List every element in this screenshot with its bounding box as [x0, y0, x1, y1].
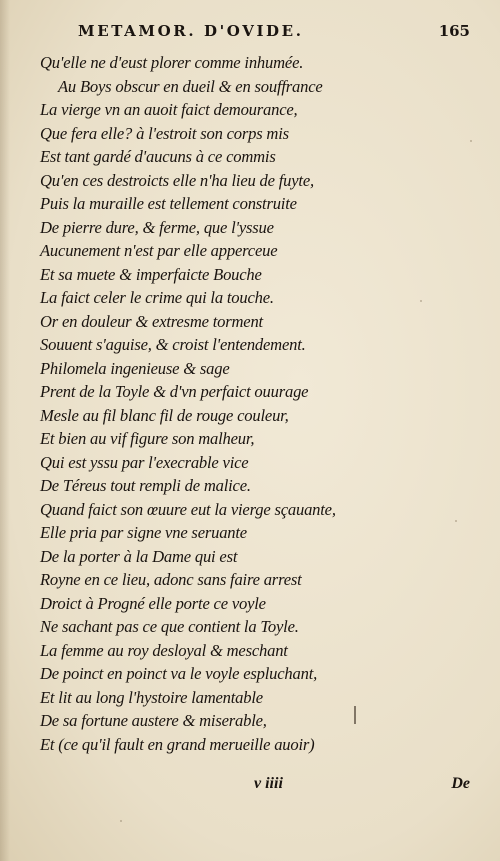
- verse-line: De sa fortune austere & miserable,: [40, 711, 267, 730]
- verse-line: De poinct en poinct va le voyle espluchant,: [40, 664, 318, 683]
- verse-line: La faict celer le crime qui la touche.: [40, 288, 274, 307]
- verse-line: Mesle au fil blanc fil de rouge couleur,: [40, 405, 289, 425]
- verse-line: La femme au roy desloyal & meschant: [40, 640, 288, 660]
- verse-line: Puis la muraille est tellement construite: [40, 194, 297, 213]
- verse-line: Prent de la Toyle & d'vn perfaict ouurage: [40, 382, 309, 401]
- verse-line: Elle pria par signe vne seruante: [40, 523, 247, 542]
- verse-line: Royne en ce lieu, adonc sans faire arrest: [40, 570, 302, 589]
- verse-line: Qui est yssu par l'execrable vice: [40, 452, 249, 472]
- page-header: [40, 22, 470, 44]
- verse-line: De la porter à la Dame qui est: [40, 546, 238, 566]
- verse-line: Et lit au long l'hystoire lamentable: [40, 687, 263, 707]
- verse-line: Et (ce qu'il fault en grand merueille auoir): [40, 734, 315, 754]
- verse-line: Souuent s'aguise, & croist l'entendement.: [40, 335, 306, 354]
- page-gutter-shadow: [0, 0, 10, 861]
- verse-line: Quand faict son œuure eut la vierge sçauante,: [40, 499, 336, 519]
- verse-line: Qu'elle ne d'eust plorer comme inhumée.: [40, 53, 304, 72]
- verse-line: Aucunement n'est par elle apperceue: [40, 241, 278, 260]
- running-title: METAMOR. D'OVIDE.: [78, 22, 304, 40]
- verse-line: Et sa muete & imperfaicte Bouche: [40, 264, 262, 284]
- verse-line: Et bien au vif figure son malheur,: [40, 429, 255, 448]
- verse-line: De pierre dure, & ferme, que l'yssue: [40, 217, 274, 237]
- verse-line: Or en douleur & extresme torment: [40, 311, 263, 331]
- verse-line: Qu'en ces destroicts elle n'ha lieu de fuyte,: [40, 170, 314, 190]
- verse-line: Que fera elle? à l'estroit son corps mis: [40, 123, 289, 143]
- margin-ink-mark: [354, 706, 356, 724]
- page-footer: [40, 775, 470, 797]
- verse-line: Est tant gardé d'aucuns à ce commis: [40, 147, 276, 166]
- verse-line: De Téreus tout rempli de malice.: [40, 476, 251, 495]
- catchword: De: [451, 775, 470, 792]
- verse-text-block: [40, 51, 370, 756]
- verse-line: Droict à Progné elle porte ce voyle: [40, 593, 266, 613]
- verse-line: Philomela ingenieuse & sage: [40, 358, 230, 378]
- folio-number: 165: [438, 22, 470, 40]
- verse-line: Au Boys obscur en dueil & en souffrance: [58, 76, 323, 96]
- verse-line: La vierge vn an auoit faict demourance,: [40, 100, 298, 119]
- signature-mark: v iiii: [254, 775, 283, 792]
- verse-line: Ne sachant pas ce que contient la Toyle.: [40, 617, 299, 636]
